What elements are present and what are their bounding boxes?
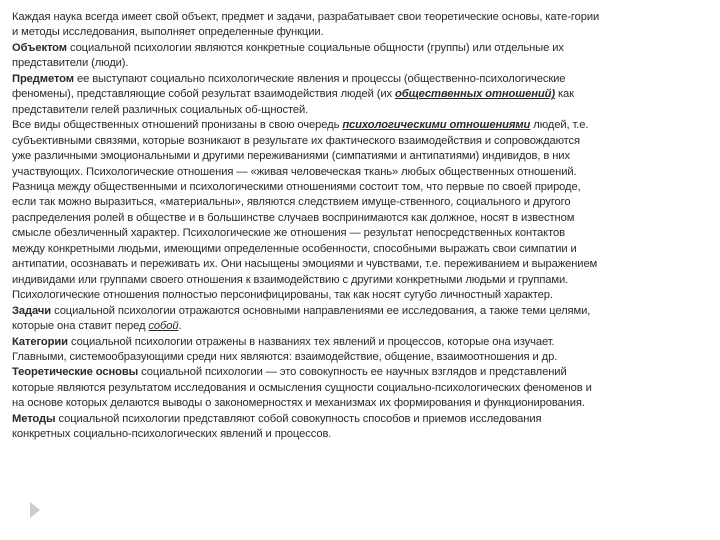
text-segment: . — [178, 320, 182, 333]
text-segment: субъективными связями, которые возникают в результате их фактического взаимодействия и сопровождаются — [12, 134, 581, 147]
text-segment: социальной психологии отражаются основными направлениями ее исследования, а также теми целями, — [51, 304, 591, 317]
text-line — [12, 257, 712, 272]
text-segment: Все виды общественных отношений пронизаны в свою очередь — [12, 119, 343, 132]
text-line — [12, 87, 712, 102]
text-line — [12, 319, 712, 334]
text-segment: социальной психологии — это совокупность ее научных взглядов и представлений — [138, 366, 567, 379]
text-line — [12, 56, 712, 71]
text-line — [12, 396, 712, 411]
text-segment: общественных отношений) — [395, 88, 555, 101]
text-line — [12, 211, 712, 226]
text-line — [12, 195, 712, 210]
text-segment: на основе которых делаются выводы о закономерностях и механизмах их формирования и функционирования. — [12, 397, 585, 410]
text-line — [12, 41, 712, 56]
text-segment: Главными, системообразующими среди них являются: взаимодействие, общение, взаимоотношения и др. — [12, 350, 558, 363]
text-line — [12, 10, 712, 25]
text-line — [12, 412, 712, 427]
text-segment: Теоретические основы — [12, 366, 139, 379]
text-segment: которые являются результатом исследования и осмысления сущности социально-психологических феноменов и — [12, 381, 592, 394]
text-line — [12, 134, 712, 149]
text-line — [12, 180, 712, 195]
text-segment: психологическими отношениями — [342, 119, 531, 132]
text-segment: социальной психологии отражены в названиях тех явлений и процессов, которые она изучает. — [67, 335, 555, 348]
text-segment: между конкретными людьми, имеющими определенные особенности, способными выражать свои симпатии и — [12, 242, 577, 255]
text-segment: Задачи — [12, 304, 52, 317]
text-line — [12, 72, 712, 87]
text-segment: Объектом — [12, 41, 67, 54]
text-segment: участвующих. Психологические отношения — «живая человеческая ткань» любых общественных отношений. — [12, 165, 577, 178]
text-line — [12, 335, 712, 350]
text-segment: смысле обезличенный характер. Психологические же отношения — результат непосредственных контактов — [12, 227, 565, 240]
text-segment: уже различными эмоциональными и другими переживаниями (симпатиями и антипатиями) индивидов, в них — [12, 150, 570, 163]
text-segment: Методы — [12, 412, 56, 425]
text-segment: Разница между общественными и психологическими отношениями состоит том, что первые по своей природе, — [12, 180, 581, 193]
text-segment: социальной психологии представляют собой совокупность способов и приемов исследования — [55, 412, 542, 425]
text-line — [12, 242, 712, 257]
text-line — [12, 381, 712, 396]
text-segment: представители гелей различных социальных об-щностей. — [12, 103, 309, 116]
text-segment: Предметом — [12, 72, 74, 85]
text-line — [12, 273, 712, 288]
text-line — [12, 350, 712, 365]
text-line — [12, 288, 712, 303]
text-segment: распределения ролей в обществе и в большинстве случаев воспринимаются как должное, носят в известном — [12, 211, 575, 224]
text-line — [12, 304, 712, 319]
text-segment: феномены), представляющие собой результат взаимодействия людей (их — [12, 88, 396, 101]
text-segment: индивидами или группами своего отношения к взаимодействию с другими конкретными людьми и группами. — [12, 273, 569, 286]
text-line — [12, 427, 712, 442]
text-line — [12, 226, 712, 241]
text-segment: Каждая наука всегда имеет свой объект, предмет и задачи, разрабатывает свои теоретические основы, кате-гории — [12, 11, 600, 23]
text-line — [12, 149, 712, 164]
document-text — [12, 10, 712, 443]
text-segment: и методы исследования, выполняет определенные функции. — [12, 26, 324, 39]
text-line — [12, 365, 712, 380]
text-line — [12, 25, 712, 40]
text-segment: которые она ставит перед — [12, 320, 149, 333]
text-segment: Психологические отношения полностью персонифицированы, так как носят сугубо личностный характер. — [12, 289, 553, 302]
text-segment: антипатии, осознавать и переживать их. Они насыщены эмоциями и чувствами, т.е. переживанием и выражением — [12, 258, 598, 271]
text-segment: людей, т.е. — [530, 119, 589, 132]
text-segment: Категории — [12, 335, 68, 348]
text-segment: если так можно выразиться, «материальны», являются следствием имуще-ственного, социального и другого — [12, 196, 571, 209]
next-slide-arrow-icon[interactable] — [30, 502, 40, 518]
text-segment: представители (люди). — [12, 57, 129, 70]
text-line — [12, 118, 712, 133]
text-segment: ее выступают социально психологические явления и процессы (общественно-психологические — [73, 72, 566, 85]
text-line — [12, 165, 712, 180]
text-segment: собой — [148, 320, 179, 333]
text-segment: как — [555, 88, 574, 101]
text-segment: конкретных социально-психологических явлений и процессов. — [12, 428, 332, 441]
text-segment: социальной психологии являются конкретные социальные общности (группы) или отдельные их — [66, 41, 564, 54]
text-line — [12, 103, 712, 118]
